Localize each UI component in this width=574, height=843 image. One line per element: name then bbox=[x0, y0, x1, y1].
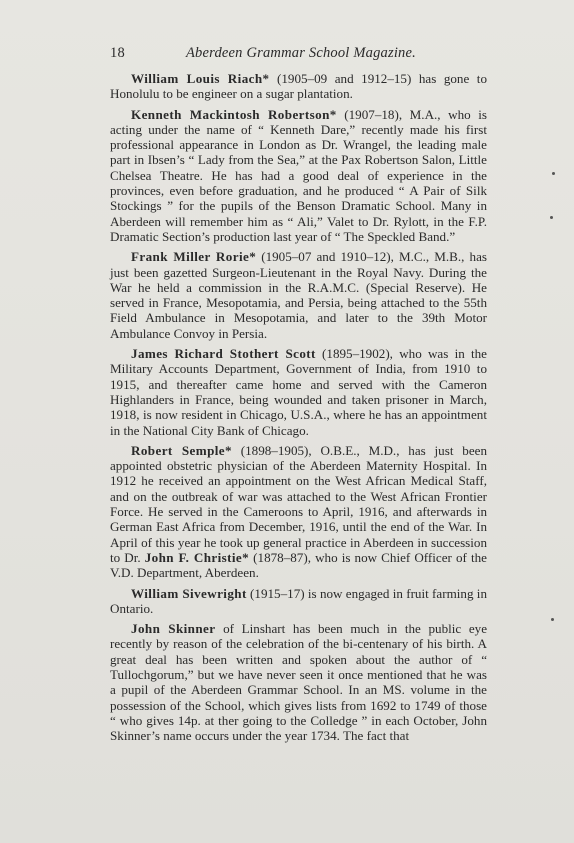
entry-robertson bbox=[110, 107, 487, 245]
person-name: James Richard Stothert Scott bbox=[131, 346, 316, 362]
entry-semple bbox=[110, 443, 487, 581]
entry-skinner bbox=[110, 621, 487, 743]
entry-text: (1905–07 and 1910–12), M.C., M.B., has just been gazetted Surgeon-Lieutenant in the Royal Navy. During the War he held a commission in the R.A.M.C. (Special Reserve). He served in France, Mesopotamia, and Persia, being attached to the 55th Field Ambulance in Mesopotamia, and later to the 39th Motor Ambulance Convoy in Persia. bbox=[110, 249, 487, 341]
entry-text-continued: (1878–87), who is now Chief Officer of the V.D. Department, Aberdeen. bbox=[110, 549, 487, 581]
entry-rorie bbox=[110, 249, 487, 341]
entry-text: of Linshart has been much in the public eye recently by reason of the celebration of the bi-centenary of his birth. A great deal has been written and spoken about the author of “ Tullochgorum,” but we have never seen it once mentioned that he was a pupil of the Aberdeen Grammar School. In an MS. volume in the possession of the School, which gives lists from 1692 to 1749 of those “ who gives 14p. at ther going to the Colledge ” in each October, John Skinner’s name occurs under the year 1734. The fact that bbox=[110, 621, 488, 744]
page-header bbox=[110, 45, 490, 65]
entry-text: (1898–1905), O.B.E., M.D., has just been appointed obstetric physician of the Aberdeen Maternity Hospital. In 1912 he received an appointment on the West African Medical Staff, and on the outbreak of war was attached to the West African Frontier Force. He served in the Cameroons to April, 1916, and afterwards in German East Africa from December, 1916, until the end of the War. In April of this year he took up general practice in Aberdeen in succession to Dr. bbox=[110, 442, 487, 565]
person-name: John Skinner bbox=[131, 621, 216, 637]
person-name: William Louis Riach* bbox=[131, 71, 270, 86]
entry-text: (1907–18), M.A., who is acting under the name of “ Kenneth Dare,” recently made his first professional appearance in London as Dr. Wrangel, the leading male part in Ibsen’s “ Lady from the Sea,” at the Pax Robertson Salon, Little Chelsea Theatre. He has had a good deal of experience in the provinces, even before graduation, and he produced “ A Pair of Silk Stockings ” for the pupils of the Benson Dramatic School. Many in Aberdeen will remember him as “ Ali,” Valet to Dr. Rylott, in the F.P. Dramatic Section’s production last year of “ The Speckled Band.” bbox=[110, 106, 487, 244]
entry-sivewright bbox=[110, 586, 487, 617]
body-text bbox=[110, 71, 487, 743]
margin-speck bbox=[550, 216, 553, 219]
margin-speck bbox=[552, 172, 555, 175]
entry-scott bbox=[110, 346, 487, 438]
page-number: 18 bbox=[110, 45, 125, 61]
person-name-christie: John F. Christie* bbox=[144, 549, 250, 565]
person-name: Kenneth Mackintosh Robertson* bbox=[131, 106, 337, 122]
entry-text: (1895–1902), who was in the Military Accounts Department, Government of India, from 1910 to 1915, and thereafter came home and served with the Cameron Highlanders in France, being wounded and taken prisoner in March, 1918, is now resident in Chicago, U.S.A., where he has an appointment in the National City Bank of Chicago. bbox=[110, 346, 487, 438]
entry-text: (1915–17) is now engaged in fruit farming in Ontario. bbox=[110, 585, 487, 616]
person-name: Frank Miller Rorie* bbox=[131, 249, 257, 265]
margin-speck bbox=[551, 618, 554, 621]
entry-riach bbox=[110, 71, 487, 102]
person-name: William Sivewright bbox=[131, 585, 247, 601]
entry-text: (1905–09 and 1912–15) has gone to Honolulu to be engineer on a sugar plantation. bbox=[110, 71, 487, 102]
person-name: Robert Semple* bbox=[131, 442, 232, 458]
running-title: Aberdeen Grammar School Magazine. bbox=[186, 45, 416, 61]
